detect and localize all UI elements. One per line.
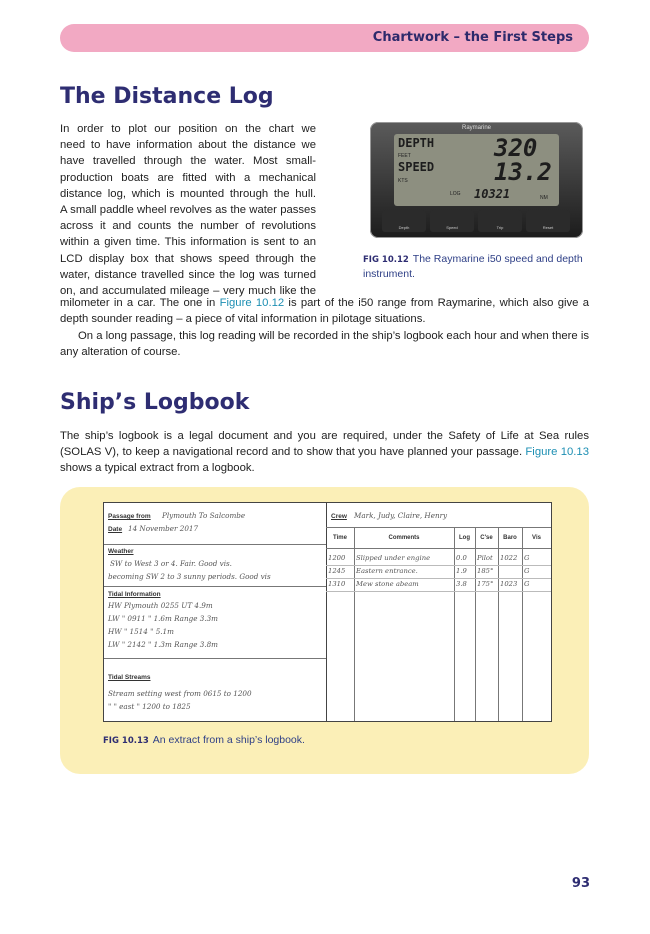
paragraph-line: have travelled through the water. Most small- <box>60 155 316 168</box>
logbook-cell: 1200 <box>328 554 346 562</box>
tidal-streams-line-1: Stream setting west from 0615 to 1200 <box>108 689 252 698</box>
lcd-kts-label: KTS <box>398 178 408 184</box>
speed-button-label: Speed <box>446 225 458 230</box>
paragraph-line: A small paddle wheel revolves as the water passes <box>60 204 316 216</box>
para-text: The ship’s logbook is a legal document and you are required, under the Safety of Life at Sea rules (SOLAS V), to keep a navigational record and to show that you have planned your passage. <box>60 430 589 459</box>
tidal-info-line-1: HW Plymouth 0255 UT 4.9m <box>108 601 213 610</box>
column-divider <box>498 527 499 721</box>
figure-label-10-12: FIG 10.12 <box>363 255 409 265</box>
logbook-cell: 1022 <box>500 554 518 562</box>
para-text: is part of the i50 range from Raymarine, which also give a depth sounder reading – a piece of vital information in pilotage situations. <box>60 297 589 326</box>
paragraph-line: water, distance travelled since the log was turned <box>60 268 316 281</box>
date-label: Date <box>108 526 123 533</box>
column-header-time: Time <box>333 535 347 541</box>
paragraph-line: distance log, which is mounted through the hull. <box>60 187 316 200</box>
raymarine-instrument-image <box>370 122 583 238</box>
lcd-depth-value: 320 <box>494 134 538 162</box>
tidal-info-line-4: LW " 2142 " 1.3m Range 3.8m <box>108 640 218 649</box>
section-heading-distance-log: The Distance Log <box>60 84 274 109</box>
tidal-streams-label: Tidal Streams <box>108 674 151 681</box>
crew-value: Mark, Judy, Claire, Henry <box>354 511 448 520</box>
logbook-cell: 175° <box>477 580 494 588</box>
logbook-cell: 1310 <box>328 580 346 588</box>
tidal-info-line-3: HW " 1514 " 5.1m <box>108 627 174 636</box>
instrument-lcd <box>394 134 559 206</box>
column-divider <box>454 527 455 721</box>
paragraph-line: on, and accumulated mileage – very much like the <box>60 285 316 297</box>
paragraph-line: within a given time. This information is sent to an <box>60 236 316 249</box>
weather-label: Weather <box>108 548 134 555</box>
column-header-log: Log <box>459 535 470 541</box>
reset-button <box>526 210 570 232</box>
paragraph-long-passage: On a long passage, this log reading will be recorded in the ship’s logbook each hour and when there is any alteration of course. <box>60 330 589 359</box>
paragraph-distance-log-continued <box>60 295 589 327</box>
paragraph-line: LCD display box that shows speed through the <box>60 252 316 265</box>
figure-caption-10-12 <box>363 252 588 281</box>
figure-link-10-13[interactable]: Figure 10.13 <box>525 446 589 459</box>
weather-line-1: SW to West 3 or 4. Fair. Good vis. <box>110 559 232 568</box>
lcd-speed-label: SPEED <box>398 160 435 174</box>
column-divider <box>475 527 476 721</box>
trip-button-label: Trip <box>496 225 504 230</box>
logbook-cell: Slipped under engine <box>356 554 431 562</box>
lcd-log-label: LOG <box>450 191 461 197</box>
speed-button <box>430 210 474 232</box>
logbook-cell: Mew stone abeam <box>356 580 419 588</box>
passage-label: Passage from <box>108 513 151 520</box>
paragraph-line: In order to plot our position on the chart we <box>60 123 316 135</box>
chapter-title: Chartwork – the First Steps <box>372 30 573 45</box>
trip-button <box>478 210 522 232</box>
divider <box>104 658 326 659</box>
instrument-buttons <box>380 210 573 232</box>
row-divider <box>326 565 551 566</box>
figure-caption-text: An extract from a ship’s logbook. <box>152 734 305 746</box>
tidal-info-line-2: LW " 0911 " 1.6m Range 3.3m <box>108 614 218 623</box>
row-divider <box>326 578 551 579</box>
figure-label-10-13: FIG 10.13 <box>103 736 149 746</box>
lcd-depth-label: DEPTH <box>398 136 435 150</box>
tidal-info-label: Tidal Information <box>108 591 161 598</box>
logbook-extract <box>103 502 552 722</box>
logbook-cell: 0.0 <box>456 554 467 562</box>
logbook-cell: Eastern entrance. <box>356 567 418 575</box>
lcd-nm-label: NM <box>540 195 548 201</box>
reset-button-label: Reset <box>542 225 554 230</box>
logbook-cell: Pilot <box>477 554 493 562</box>
logbook-cell: 1023 <box>500 580 518 588</box>
divider <box>104 544 326 545</box>
lcd-feet-label: FEET <box>398 153 411 159</box>
figure-caption-text: The Raymarine i50 speed and depth instrument. <box>363 253 583 280</box>
logbook-left-panel <box>104 503 327 721</box>
column-header-baro: Baro <box>503 535 517 541</box>
divider <box>104 586 326 587</box>
page-number: 93 <box>571 876 590 891</box>
column-header-comments: Comments <box>388 535 420 541</box>
section-heading-ships-logbook: Ship’s Logbook <box>60 390 250 415</box>
divider <box>326 527 551 528</box>
column-header-vis: Vis <box>532 535 541 541</box>
paragraph-line: need to have information about the distance we <box>60 139 316 152</box>
lcd-speed-value: 13.2 <box>494 158 552 186</box>
instrument-brand: Raymarine <box>461 125 491 131</box>
logbook-cell: 1.9 <box>456 567 467 575</box>
weather-line-2: becoming SW 2 to 3 sunny periods. Good vis <box>108 572 271 581</box>
logbook-cell: G <box>524 580 530 588</box>
paragraph-line: production boats are fitted with a mechanical <box>60 171 316 184</box>
crew-label: Crew <box>331 513 347 520</box>
depth-button-label: Depth <box>398 225 410 230</box>
date-value: 14 November 2017 <box>128 524 199 533</box>
row-divider <box>326 591 551 592</box>
depth-button <box>382 210 426 232</box>
column-divider <box>354 527 355 721</box>
logbook-cell: 185° <box>477 567 494 575</box>
logbook-cell: G <box>524 554 530 562</box>
logbook-cell: 3.8 <box>456 580 467 588</box>
lcd-log-value: 10321 <box>474 187 511 201</box>
figure-link-10-12[interactable]: Figure 10.12 <box>219 297 285 309</box>
figure-caption-10-13 <box>103 733 503 748</box>
column-divider <box>522 527 523 721</box>
table-header-line <box>326 548 551 549</box>
paragraph-ships-logbook <box>60 428 589 477</box>
para-text: shows a typical extract from a logbook. <box>60 462 255 475</box>
paragraph-line: across it and counts the number of revolutions <box>60 220 316 233</box>
para-text: milometer in a car. The one in <box>60 297 220 309</box>
chapter-header-bar <box>60 24 589 52</box>
tidal-streams-line-2: " " east " 1200 to 1825 <box>108 702 191 711</box>
logbook-cell: 1245 <box>328 567 346 575</box>
logbook-cell: G <box>524 567 530 575</box>
column-header-course: C'se <box>480 535 493 541</box>
passage-value: Plymouth To Salcombe <box>162 511 246 520</box>
